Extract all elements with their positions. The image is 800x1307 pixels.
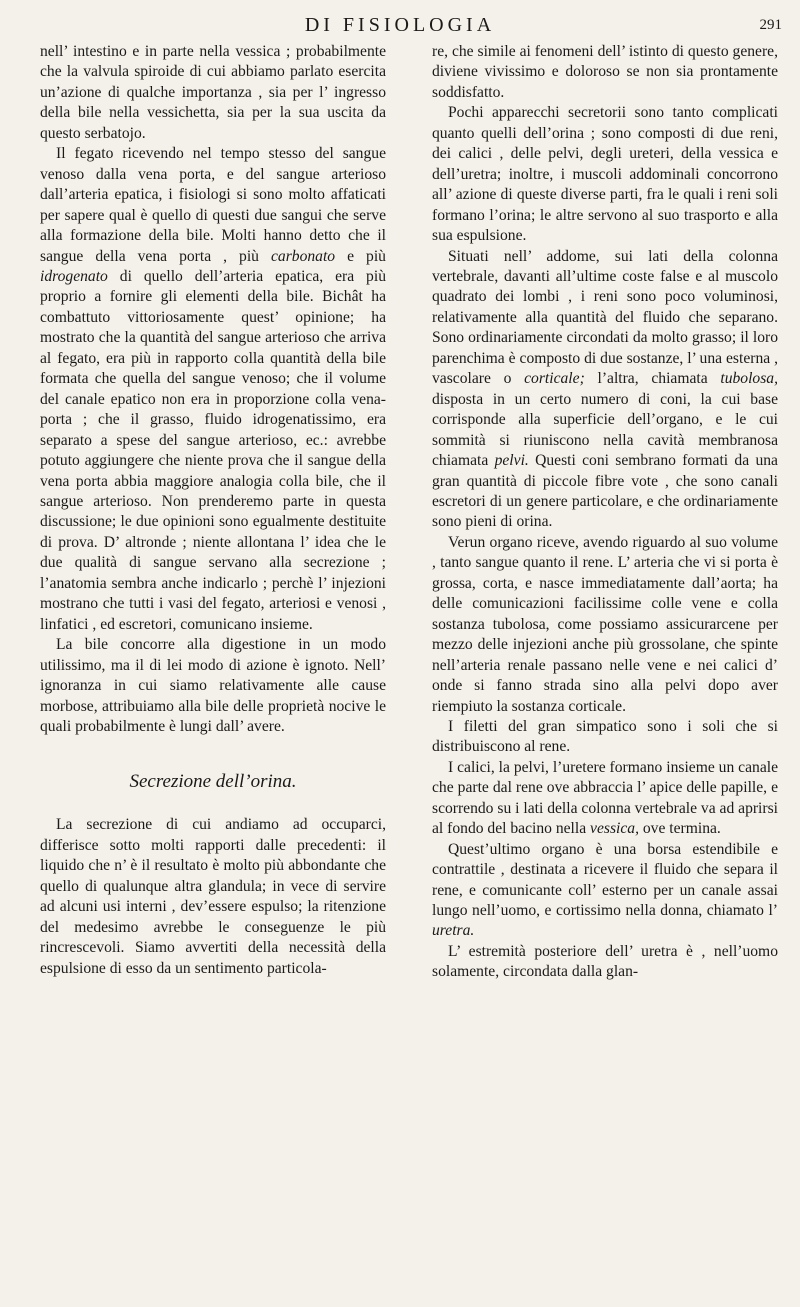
paragraph-right-2: Pochi apparecchi secretorii sono tanto complicati quanto quelli dell’orina ; sono composti di due reni, dei calici , delle pelvi, degli ureteri, della vessica e dell’uretra; inoltre, i muscoli addominali concorrono all’ azione di queste diverse parti, fra le quali i reni soli formano l’orina; le altre servono al suo trasporto e alla sua espulsione. [432,104,778,245]
paragraph-right-8: L’ estremità posteriore dell’ uretra è , nell’uomo solamente, circondata dalla glan- [432,942,778,981]
text-run: ove termina. [638,820,721,838]
paragraph-left-4: La secrezione di cui andiamo ad occuparci, differisce sotto molti rapporti dalle precedenti: il liquido che n’ è il resultato è molto più abbondante che quello di qualunque altra glandula; in vece di servire ad alcuni usi interni , dev’essere espulso; la ritenzione del medesimo avrebbe le conseguenze le più rincrescevoli. Siamo avvertiti della necessità della espulsione di esso da un sentimento particola- [40,816,386,977]
text-run: Situati nell’ addome, sui lati della colonna vertebrale, davanti all’ultime coste false e al muscolo quadrato dei lombi , i reni sono poco voluminosi, relativamente alla quantità del fluido che separano. Sono ordinariamente circondati da molto grasso; il loro parenchima è composto di due sostanze, l’ una esterna , vascolare o [432,247,778,388]
running-head [0,8,800,42]
text-run: di quello dell’arteria epatica, era più proprio a fornire gli elementi della bile. Bichât ha combattuto vittoriosamente quest’ opinione; ha mostrato che la quantità del sangue arterioso che arriva al fegato, era più in rapporto colla quantità della bile formata che quella del sangue venoso; che il volume del canale epatico non era in proporzione colla vena-porta ; che il grasso, fluido idrogenatissimo, era separato a spese del sangue arterioso, ec.: avrebbe potuto aggiungere che niente prova che il sangue della vena porta abbia maggiore analogia colla bile, che il sangue arterioso. Non prenderemo parte in questa discussione; le due opinioni sono egualmente destituite di prova. D’ altronde ; niente allontana l’ idea che le due qualità di sangue servano alla secrezione ; l’anatomia sembra anche indicarlo ; perchè l’ injezioni mostrano che tutti i vasi del fegato, arteriosi e venosi , linfatici , ed escretori, comunicano insieme. [40,267,386,633]
italic-term: uretra. [432,922,475,940]
italic-term: tubolosa, [720,370,778,388]
section-heading: Secrezione dell’orina. [129,771,297,793]
paragraph-right-5: I filetti del gran simpatico sono i soli che si distribuiscono al rene. [432,717,778,756]
text-run: Questi coni sembrano formati da una gran quantità di piccole fibre vote , che sono canali escretori di un genere particolare, e che ordinariamente sono pieni di orina. [432,452,778,531]
paragraph-right-4: Verun organo riceve, avendo riguardo al suo volume , tanto sangue quanto il rene. L’ arteria che vi si porta è grossa, corta, e nasce immediatamente dall’aorta; ha delle comunicazioni facilissime colle vene e colla sostanza tubolosa, come possiamo assicurarcene per mezzo delle injezioni anche più grossolane, che spinte nell’arteria renale passano nelle vene e nei calici d’ onde si fanno strada sino alla pelvi dopo aver riempiuto la sostanza corticale. [432,533,778,715]
paragraph-right-3 [432,247,778,533]
left-column [40,42,386,1300]
paragraph-left-2 [40,144,386,635]
text-run: I calici, la pelvi, l’uretere formano insieme un canale che parte dal rene ove abbraccia l’ apice delle papille, e scorrendo su i lati della colonna vertebrale va ad aprirsi al fondo del bacino nella [432,758,778,838]
paragraph-right-7 [432,840,778,942]
paragraph-left-1: nell’ intestino e in parte nella vessica ; probabilmente che la valvula spiroide di cui abbiamo parlato esercita un’azione di qualche importanza , sia per l’ ingresso della bile nella vessichetta, sia per la sua uscita da questo serbatojo. [40,43,386,142]
text-run: Quest’ultimo organo è una borsa estendibile e contrattile , destinata a ricevere il fluido che separa il rene, e comunicante coll’ esterno per un canale assai lungo nell’uomo, e cortissimo nella donna, chiamato l’ [432,840,778,920]
italic-term: corticale; [524,370,585,388]
text-run: e più [335,247,386,265]
text-run: disposta in un certo numero di coni, la cui base corrisponde alla superficie dell’organo, e le cui sommità si riuniscono nella cavità membranosa chiamata [432,390,778,470]
italic-term: idrogenato [40,267,108,285]
text-run: l’altra, chiamata [584,370,721,388]
page-number: 291 [759,17,782,33]
page-header-title: DI FISIOLOGIA [304,14,496,36]
paragraph-right-6 [432,758,778,840]
text-run: Il fegato ricevendo nel tempo stesso del sangue venoso dalla vena porta, e del sangue arterioso dall’arteria epatica, i fisiologi si sono molto affaticati per sapere qual è quello di questi due sangui che serve alla formazione della bile. Molti hanno detto che il sangue della vena porta , più [40,145,386,265]
italic-term: vessica, [590,820,639,838]
italic-term: pelvi. [494,452,529,470]
italic-term: carbonato [271,247,336,265]
right-column [432,42,778,1300]
paragraph-left-3: La bile concorre alla digestione in un modo utilissimo, ma il di lei modo di azione è ignoto. Nell’ ignoranza in cui siamo relativamente alle cause morbose, attribuiamo alla bile delle proprietà nocive le quali probabilmente è lungi dall’ avere. [40,636,386,735]
paragraph-right-1: re, che simile ai fenomeni dell’ istinto di questo genere, diviene vivissimo e doloroso se non sia prontamente soddisfatto. [432,43,778,101]
